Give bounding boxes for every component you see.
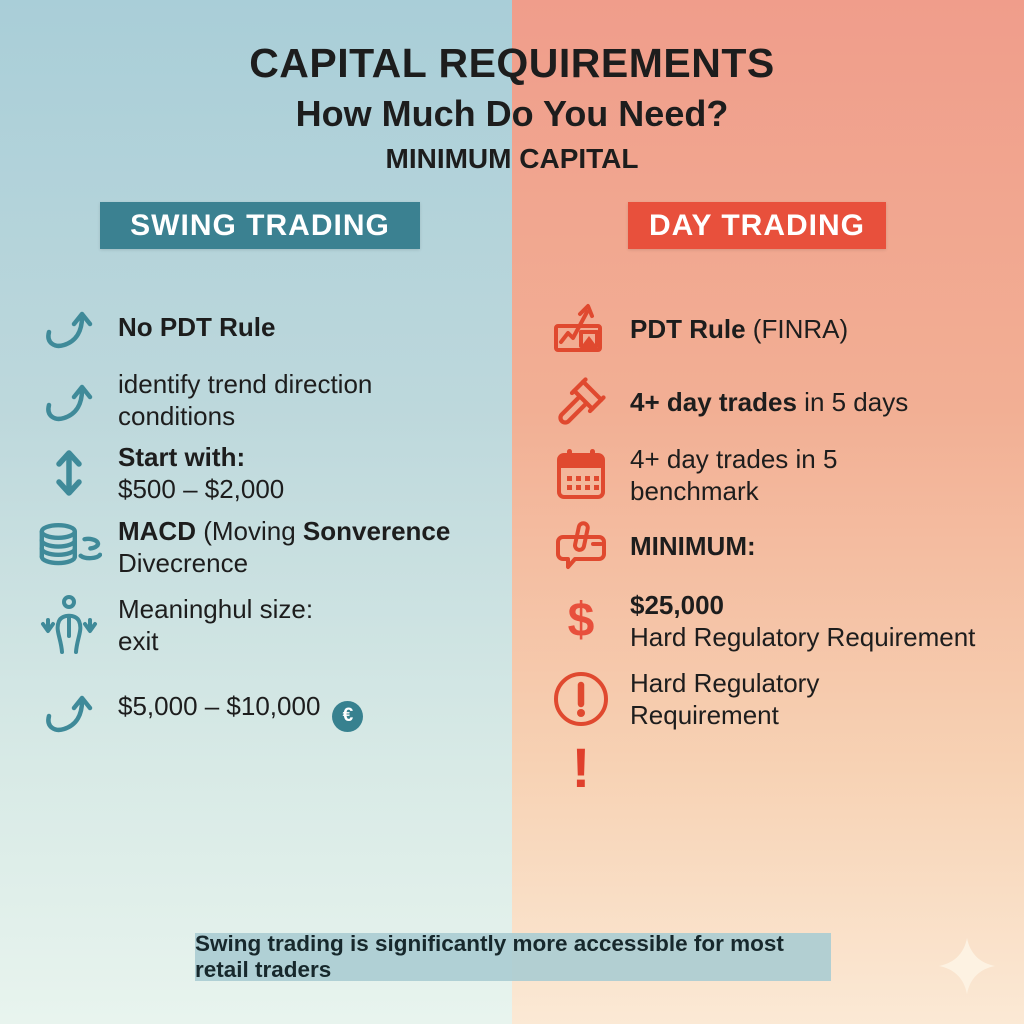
swing-item-row [36, 680, 363, 742]
page-title: CAPITAL REQUIREMENTS [249, 40, 775, 86]
day-item-row [548, 516, 756, 576]
day-item3-line1: 4+ day trades in 5 [630, 444, 838, 474]
exclamation-glyph: ! [571, 736, 591, 799]
page-subtitle: How Much Do You Need? [295, 93, 729, 134]
swing-item-row [36, 590, 313, 660]
swing-item3-line2: $500 – $2,000 [118, 474, 285, 504]
sparkle-icon [937, 936, 997, 996]
swing-item3-line1: Start with: [118, 442, 246, 472]
day-item6-line2: Requirement [630, 700, 779, 730]
curved-arrow-icon [36, 683, 102, 739]
day-item-row [548, 296, 848, 362]
swing-item4-seg1: MACD [118, 516, 196, 546]
coins-icon [36, 520, 102, 574]
swing-item2-line2: conditions [118, 401, 236, 431]
alert-circle-icon [548, 670, 614, 728]
day-item3-line2: benchmark [630, 476, 759, 506]
gavel-icon [548, 375, 614, 429]
swing-item-row [36, 440, 284, 506]
swing-item4-line2: Divecrence [118, 548, 249, 578]
day-item1-seg1: PDT Rule [630, 314, 746, 344]
swing-item5-line1: Meaninghul size: [118, 594, 314, 624]
footer-note-banner [195, 933, 831, 981]
day-item-row [548, 372, 908, 432]
calendar-icon [548, 447, 614, 503]
dollar-glyph: $ [567, 594, 595, 647]
curved-arrow-icon [36, 299, 102, 355]
dollar-icon [548, 594, 614, 647]
euro-badge-icon: € [332, 701, 363, 732]
day-trading-header: DAY TRADING [628, 202, 886, 249]
day-item-row [548, 440, 837, 510]
swing-item-row [36, 514, 450, 580]
day-item5-line2: Hard Regulatory Requirement [630, 622, 976, 652]
footer-note-text: Swing trading is significantly more accessible for most retail traders [195, 931, 784, 982]
day-item6-line1: Hard Regulatory [630, 668, 820, 698]
day-item2-seg1: 4+ day trades [630, 387, 797, 417]
chart-pattern-icon [548, 300, 614, 358]
approval-bubble-icon [548, 519, 614, 573]
day-item2-seg2: in 5 days [796, 387, 909, 417]
curved-arrow-icon [36, 372, 102, 428]
title-block [0, 40, 1024, 175]
swing-item5-line2: exit [118, 626, 159, 656]
day-item5-line1: $25,000 [630, 590, 724, 620]
swing-item4-seg2: (Moving [196, 516, 303, 546]
up-down-arrow-icon [36, 444, 102, 502]
swing-item4-seg3: Sonverence [302, 516, 451, 546]
swing-item2-line1: identify trend direction [118, 369, 373, 399]
swing-item6-text: $5,000 – $10,000 [118, 691, 321, 722]
swing-item1-text: No PDT Rule [118, 312, 276, 342]
swing-trading-header: SWING TRADING [100, 202, 420, 249]
swing-item-row [36, 296, 275, 358]
page-tagline: MINIMUM CAPITAL [385, 143, 639, 174]
day-item-row [548, 736, 614, 800]
day-item-row [548, 664, 819, 734]
day-item4-text: MINIMUM: [630, 531, 756, 561]
day-item-row [548, 586, 975, 656]
day-item1-seg2: (FINRA) [745, 314, 849, 344]
swing-item-row [36, 366, 372, 434]
person-arrows-icon [36, 594, 102, 656]
exclamation-icon [548, 736, 614, 799]
